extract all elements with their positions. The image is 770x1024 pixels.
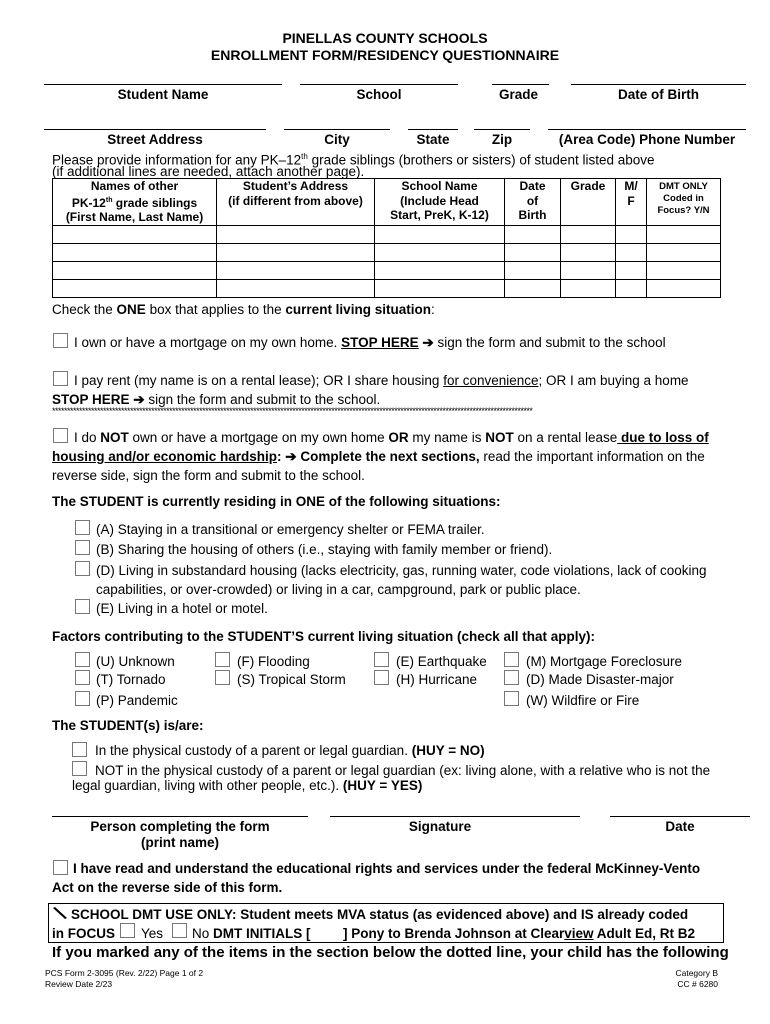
state-label: State (416, 132, 450, 147)
grade-line[interactable] (492, 84, 549, 85)
custody-not-parent-text-2: legal guardian, living with other people, etc.). (HUY = YES) (72, 778, 423, 793)
pencil-icon (52, 906, 68, 920)
footer-review-date: Review Date 2/23 (45, 979, 113, 989)
school-label: School (356, 87, 402, 102)
dotted-divider: **************************************************************************************************************************************************************** (52, 406, 533, 416)
dmt-initials-label: DMT INITIALS [ (213, 926, 311, 941)
rent-checkbox[interactable] (53, 371, 68, 386)
custody-parent-text: In the physical custody of a parent or legal guardian. (HUY = NO) (95, 743, 485, 758)
bottom-note: If you marked any of the items in the section below the dotted line, your child has the following (52, 944, 729, 961)
zip-line[interactable] (474, 129, 530, 130)
custody-parent-checkbox[interactable] (72, 742, 87, 757)
dmt-yes-label: Yes (141, 926, 164, 941)
signature-line[interactable] (330, 816, 580, 817)
table-row[interactable] (53, 280, 721, 298)
footer-form-number: PCS Form 2-3095 (Rev. 2/22) Page 1 of 2 (45, 968, 204, 978)
footer-category: Category B (675, 968, 718, 978)
factor-f-text: (F) Flooding (237, 654, 310, 669)
ack-checkbox[interactable] (53, 860, 68, 875)
signature-label: Signature (408, 819, 472, 834)
no-home-text-2: housing and/or economic hardship: ➔ Complete the next sections, read the important information on the (52, 449, 705, 464)
factor-s-text: (S) Tropical Storm (237, 672, 346, 687)
street-line[interactable] (44, 129, 266, 130)
col-mf: M/ F (616, 179, 647, 226)
form-title-line2: ENROLLMENT FORM/RESIDENCY QUESTIONNAIRE (210, 47, 560, 63)
factor-d-text: (D) Made Disaster-major (526, 672, 674, 687)
situation-b-text: (B) Sharing the housing of others (i.e., staying with family member or friend). (96, 542, 553, 557)
student-name-label: Student Name (117, 87, 209, 102)
factor-h-text: (H) Hurricane (396, 672, 478, 687)
col-school: School Name (Include Head Start, PreK, K-12) (375, 179, 505, 226)
situation-b-checkbox[interactable] (75, 540, 90, 555)
rent-text: I pay rent (my name is on a rental lease); OR I share housing for convenience; OR I am buying a home (74, 373, 689, 388)
no-home-text-3: reverse side, sign the form and submit to the school. (52, 468, 365, 483)
situation-e-text: (E) Living in a hotel or motel. (96, 601, 268, 616)
print-name-label: (print name) (140, 835, 219, 850)
factor-w-text: (W) Wildfire or Fire (526, 693, 640, 708)
dmt-no-label: No (192, 926, 210, 941)
factor-p-text: (P) Pandemic (96, 693, 178, 708)
custody-not-parent-checkbox[interactable] (72, 761, 87, 776)
own-home-text: I own or have a mortgage on my own home. STOP HERE ➔ sign the form and submit to the school (74, 335, 666, 350)
date-line[interactable] (610, 816, 750, 817)
factor-h-checkbox[interactable] (374, 670, 389, 685)
situation-d-checkbox[interactable] (75, 561, 90, 576)
dmt-yes-checkbox[interactable] (120, 923, 135, 938)
person-label: Person completing the form (90, 819, 270, 834)
factor-d-checkbox[interactable] (504, 670, 519, 685)
rent-text-2: STOP HERE ➔ sign the form and submit to the school. (52, 392, 381, 407)
dmt-no-checkbox[interactable] (172, 923, 187, 938)
factor-w-checkbox[interactable] (504, 691, 519, 706)
siblings-intro-2: (if additional lines are needed, attach another page). (52, 164, 365, 179)
footer-cc-number: CC # 6280 (677, 979, 718, 989)
dmt-in-focus: in FOCUS (52, 926, 115, 941)
zip-label: Zip (491, 132, 513, 147)
factors-heading: Factors contributing to the STUDENT’S current living situation (check all that apply): (52, 629, 596, 644)
factor-u-text: (U) Unknown (96, 654, 175, 669)
col-dob: Date of Birth (505, 179, 561, 226)
no-home-text: I do NOT own or have a mortgage on my own home OR my name is NOT on a rental lease due to loss of (74, 430, 709, 445)
siblings-intro: Please provide information for any PK–12th grade siblings (brothers or sisters) of student listed above (52, 152, 655, 168)
custody-not-parent-text: NOT in the physical custody of a parent or legal guardian (ex: living alone, with a relative who is not the (95, 763, 711, 778)
table-row[interactable] (53, 244, 721, 262)
col-names: Names of other PK-12th grade siblings (First Name, Last Name) (53, 179, 217, 226)
situation-d-text-2: capabilities, or over-crowded) or living in a car, campground, park or public place. (96, 582, 581, 597)
street-label: Street Address (107, 132, 203, 147)
situation-a-text: (A) Staying in a transitional or emergency shelter or FEMA trailer. (96, 522, 485, 537)
custody-heading: The STUDENT(s) is/are: (52, 718, 204, 733)
no-home-checkbox[interactable] (53, 428, 68, 443)
dmt-line1: SCHOOL DMT USE ONLY: Student meets MVA status (as evidenced above) and IS already coded (71, 907, 689, 922)
situation-e-checkbox[interactable] (75, 599, 90, 614)
situations-heading: The STUDENT is currently residing in ONE of the following situations: (52, 494, 501, 509)
col-address: Student’s Address (if different from above) (217, 179, 375, 226)
factor-e-text: (E) Earthquake (396, 654, 487, 669)
print-name-line[interactable] (52, 816, 308, 817)
city-line[interactable] (284, 129, 390, 130)
form-title-line1: PINELLAS COUNTY SCHOOLS (282, 30, 488, 46)
city-label: City (324, 132, 350, 147)
factor-t-checkbox[interactable] (75, 670, 90, 685)
school-line[interactable] (300, 84, 458, 85)
ack-text: I have read and understand the educational rights and services under the federal McKinney-Vento (73, 861, 701, 876)
date-label: Date (665, 819, 695, 834)
grade-label: Grade (498, 87, 539, 102)
own-home-checkbox[interactable] (53, 333, 68, 348)
state-line[interactable] (408, 129, 458, 130)
dmt-pony-text: ] Pony to Brenda Johnson at Clearview Adult Ed, Rt B2 (343, 926, 696, 941)
factor-p-checkbox[interactable] (75, 691, 90, 706)
table-row[interactable] (53, 262, 721, 280)
table-row[interactable] (53, 226, 721, 244)
factor-t-text: (T) Tornado (96, 672, 166, 687)
situation-a-checkbox[interactable] (75, 520, 90, 535)
factor-m-checkbox[interactable] (504, 652, 519, 667)
siblings-table (52, 178, 721, 298)
phone-label: (Area Code) Phone Number (558, 132, 736, 147)
dob-line[interactable] (571, 84, 746, 85)
col-grade: Grade (561, 179, 616, 226)
situation-d-text: (D) Living in substandard housing (lacks electricity, gas, running water, code violations, lack of cooking (96, 563, 707, 578)
dob-label: Date of Birth (618, 87, 699, 102)
factor-m-text: (M) Mortgage Foreclosure (526, 654, 683, 669)
factor-e-checkbox[interactable] (374, 652, 389, 667)
student-name-line[interactable] (44, 84, 282, 85)
factor-f-checkbox[interactable] (215, 652, 230, 667)
siblings-header-row (53, 179, 721, 226)
factor-s-checkbox[interactable] (215, 670, 230, 685)
living-instruction: Check the ONE box that applies to the current living situation: (52, 302, 435, 317)
factor-u-checkbox[interactable] (75, 652, 90, 667)
col-dmt: DMT ONLY Coded in Focus? Y/N (647, 179, 721, 226)
ack-text-2: Act on the reverse side of this form. (52, 880, 283, 895)
phone-line[interactable] (548, 129, 746, 130)
